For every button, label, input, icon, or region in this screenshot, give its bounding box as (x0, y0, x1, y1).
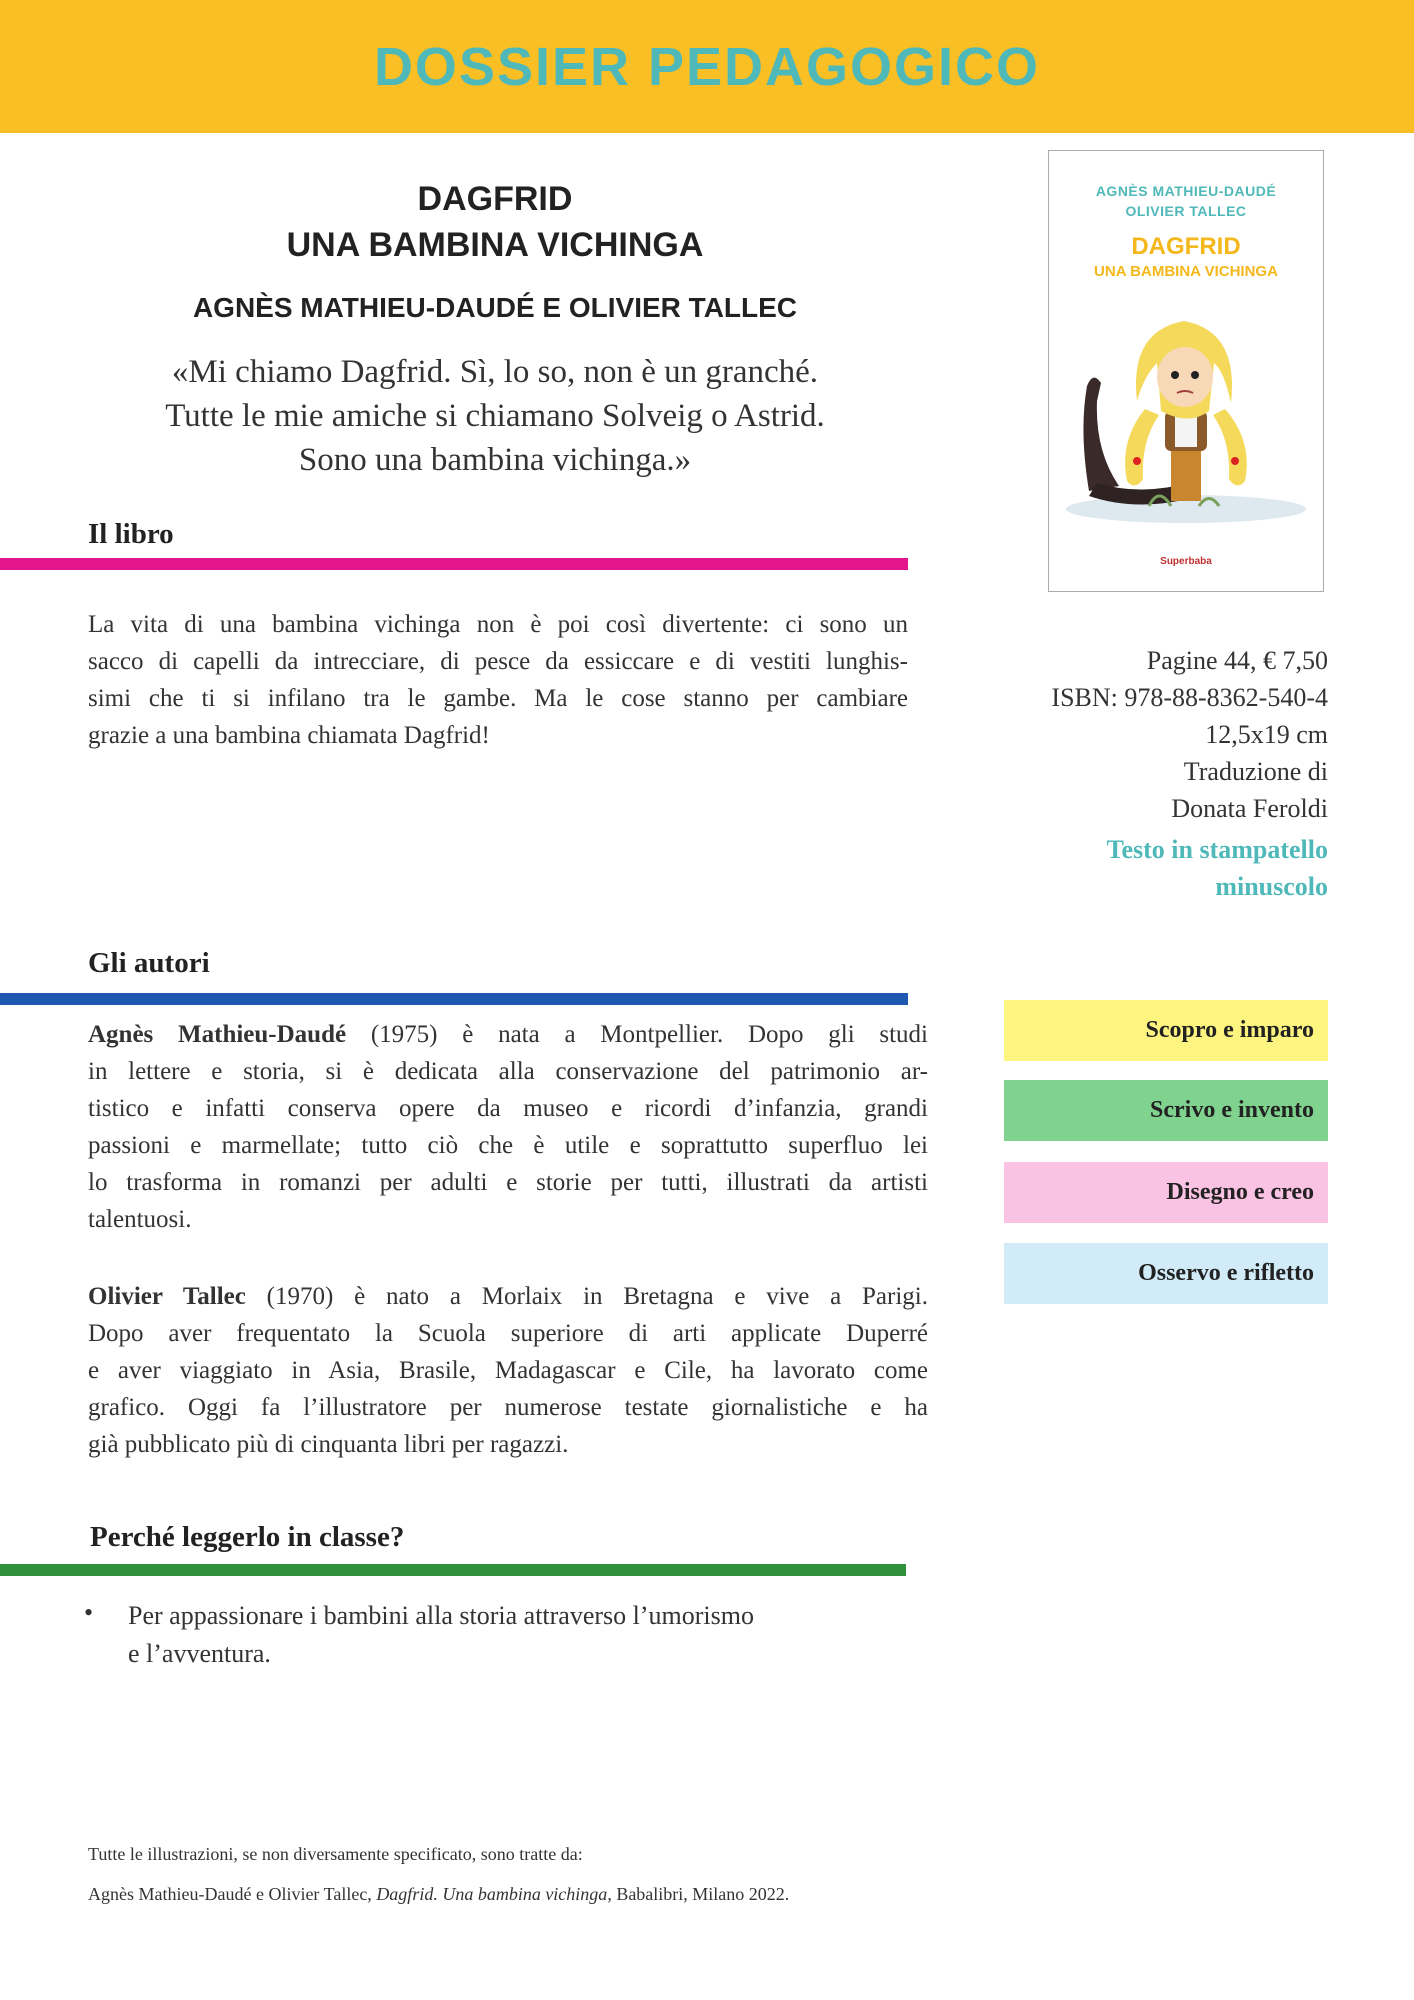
cover-author: OLIVIER TALLEC (1125, 203, 1247, 219)
book-title-line1: DAGFRID (417, 180, 573, 218)
credits-line2 (88, 1884, 789, 1905)
author2-line: già pubblicato più di cinquanta libri per ragazzi. (88, 1431, 569, 1458)
isbn: ISBN: 978-88-8362-540-4 (1051, 683, 1328, 712)
translator: Donata Feroldi (1171, 794, 1328, 823)
book-details (968, 642, 1328, 905)
libro-line: grazie a una bambina chiamata Dagfrid! (88, 722, 490, 749)
cover-author: AGNÈS MATHIEU-DAUDÉ (1095, 183, 1277, 199)
section-heading-libro: Il libro (88, 518, 174, 550)
page-title: DOSSIER PEDAGOGICO (373, 36, 1041, 97)
header-banner (0, 0, 1414, 133)
book-title (90, 176, 900, 268)
translation-label: Traduzione di (1183, 757, 1328, 786)
pages-price: Pagine 44, € 7,50 (1146, 646, 1328, 675)
quote-line: Sono una bambina vichinga.» (298, 442, 692, 478)
author1-name: Agnès Mathieu-Daudé (88, 1021, 347, 1048)
cover-illustration (1049, 291, 1323, 541)
author1-line: in lettere e storia, si è dedicata alla conservazione del patrimonio ar- (88, 1058, 928, 1085)
quote-line: Tutte le mie amiche si chiamano Solveig o Astrid. (165, 398, 825, 434)
tag-scopro (1004, 1000, 1328, 1061)
author1-line (88, 1016, 928, 1053)
section-heading-autori: Gli autori (88, 947, 210, 979)
tag-label: Osservo e rifletto (1138, 1260, 1314, 1286)
credits-suffix: , Babalibri, Milano 2022. (607, 1884, 790, 1904)
cover-subtitle: UNA BAMBINA VICHINGA (1094, 263, 1278, 280)
rule-perche (0, 1564, 906, 1576)
author1-first-line: (1975) è nata a Montpellier. Dopo gli studi (346, 1021, 928, 1048)
book-title-line2: UNA BAMBINA VICHINGA (286, 226, 704, 264)
book-quote (90, 350, 900, 482)
tag-label: Disegno e creo (1166, 1179, 1314, 1205)
libro-line: La vita di una bambina vichinga non è poi così divertente: ci sono un (88, 611, 908, 638)
author2-line: grafico. Oggi fa l’illustratore per numerose testate giornalistiche e ha (88, 1394, 928, 1421)
libro-line: simi che ti si infilano tra le gambe. Ma le cose stanno per cambiare (88, 685, 908, 712)
rule-libro (0, 558, 908, 570)
tag-disegno (1004, 1162, 1328, 1223)
bullet-marker: • (84, 1598, 94, 1627)
tag-scrivo (1004, 1080, 1328, 1141)
author2-line: e aver viaggiato in Asia, Brasile, Madagascar e Cile, ha lavorato come (88, 1357, 928, 1384)
bullet-text (128, 1597, 868, 1673)
author2-bio (88, 1278, 928, 1463)
libro-line: sacco di capelli da intrecciare, di pesce da essiccare e di vestiti lunghis- (88, 648, 908, 675)
bullet-line: Per appassionare i bambini alla storia attraverso l’umorismo (128, 1601, 754, 1630)
author2-first-line: (1970) è nato a Morlaix in Bretagna e vive a Parigi. (245, 1283, 928, 1310)
tag-label: Scrivo e invento (1150, 1097, 1314, 1123)
credits-prefix: Agnès Mathieu-Daudé e Olivier Tallec, (88, 1884, 377, 1904)
book-cover (1048, 150, 1324, 592)
bullet-line: e l’avventura. (128, 1639, 271, 1668)
book-size: 12,5x19 cm (1205, 720, 1328, 749)
author1-line: passioni e marmellate; tutto ciò che è utile e soprattutto superfluo lei (88, 1132, 928, 1159)
cover-publisher: Superbaba (1160, 556, 1212, 567)
tag-osservo (1004, 1243, 1328, 1304)
author1-line: tistico e infatti conserva opere da museo e ricordi d’infanzia, grandi (88, 1095, 928, 1122)
credits-book-title: Dagfrid. Una bambina vichinga (376, 1884, 608, 1904)
author2-name: Olivier Tallec (88, 1283, 246, 1310)
section-heading-perche: Perché leggerlo in classe? (90, 1521, 405, 1553)
author2-line (88, 1278, 928, 1315)
cover-authors (1049, 181, 1323, 221)
author2-line: Dopo aver frequentato la Scuola superiore di arti applicate Duperré (88, 1320, 928, 1347)
quote-line: «Mi chiamo Dagfrid. Sì, lo so, non è un granché. (171, 354, 819, 390)
cover-title: DAGFRID (1131, 233, 1241, 260)
print-note-line: minuscolo (1215, 872, 1328, 901)
tag-label: Scopro e imparo (1145, 1017, 1314, 1043)
print-note-line: Testo in stampatello (1106, 835, 1328, 864)
libro-text (88, 606, 908, 754)
rule-autori (0, 993, 908, 1005)
credits-line1: Tutte le illustrazioni, se non diversamente specificato, sono tratte da: (88, 1844, 583, 1864)
author1-line: lo trasforma in romanzi per adulti e storie per tutti, illustrati da artisti (88, 1169, 928, 1196)
author1-bio (88, 1016, 928, 1238)
print-note (968, 831, 1328, 905)
book-authors: AGNÈS MATHIEU-DAUDÉ E OLIVIER TALLEC (192, 292, 798, 323)
author1-line: talentuosi. (88, 1206, 192, 1233)
